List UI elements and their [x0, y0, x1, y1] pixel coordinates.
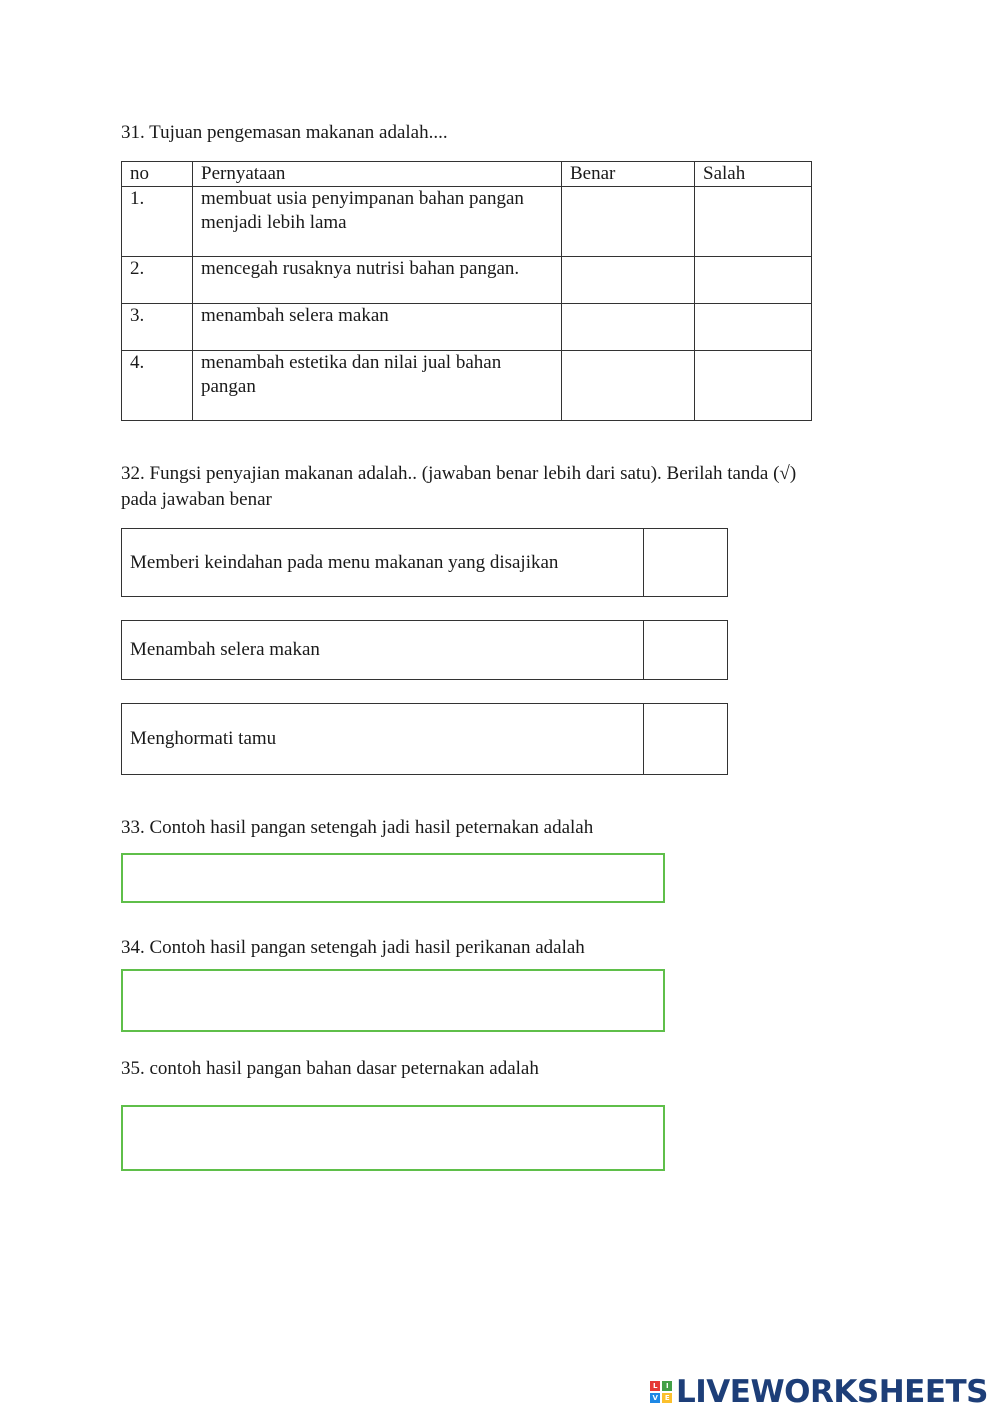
table-row — [122, 187, 812, 257]
row-statement: menambah estetika dan nilai jual bahan pangan — [193, 351, 562, 421]
liveworksheets-logo-icon — [650, 1381, 672, 1403]
option-row — [121, 528, 728, 597]
logo-letter: I — [662, 1381, 672, 1391]
logo-letter: E — [662, 1393, 672, 1403]
table-row — [122, 257, 812, 304]
true-false-table — [121, 161, 812, 421]
table-row — [122, 351, 812, 421]
table-row — [122, 304, 812, 351]
question-32-title — [121, 461, 796, 513]
option-row — [121, 620, 728, 680]
header-no: no — [122, 162, 193, 187]
option-check-box[interactable] — [644, 621, 727, 679]
false-answer-cell[interactable] — [695, 257, 812, 304]
header-statement: Pernyataan — [193, 162, 562, 187]
question-34-title: 34. Contoh hasil pangan setengah jadi hasil perikanan adalah — [121, 937, 585, 958]
row-statement: menambah selera makan — [193, 304, 562, 351]
true-answer-cell[interactable] — [562, 187, 695, 257]
true-answer-cell[interactable] — [562, 257, 695, 304]
option-label: Memberi keindahan pada menu makanan yang disajikan — [122, 529, 644, 596]
row-statement: mencegah rusaknya nutrisi bahan pangan. — [193, 257, 562, 304]
row-number: 3. — [122, 304, 193, 351]
question-33-title: 33. Contoh hasil pangan setengah jadi hasil peternakan adalah — [121, 817, 594, 838]
question-31-title: 31. Tujuan pengemasan makanan adalah.... — [121, 122, 448, 143]
option-label: Menambah selera makan — [122, 621, 644, 679]
false-answer-cell[interactable] — [695, 304, 812, 351]
header-true: Benar — [562, 162, 695, 187]
row-number: 2. — [122, 257, 193, 304]
answer-input-34[interactable] — [121, 969, 665, 1032]
row-number: 1. — [122, 187, 193, 257]
row-number: 4. — [122, 351, 193, 421]
row-statement: membuat usia penyimpanan bahan pangan menjadi lebih lama — [193, 187, 562, 257]
question-32-line-2: pada jawaban benar — [121, 489, 272, 510]
option-label: Menghormati tamu — [122, 704, 644, 774]
answer-input-35[interactable] — [121, 1105, 665, 1171]
answer-input-33[interactable] — [121, 853, 665, 903]
table-header-row — [122, 162, 812, 187]
logo-letter: L — [650, 1381, 660, 1391]
option-row — [121, 703, 728, 775]
question-32-line-1: 32. Fungsi penyajian makanan adalah.. (jawaban benar lebih dari satu). Berilah tanda (√) — [121, 463, 797, 484]
true-answer-cell[interactable] — [562, 304, 695, 351]
true-answer-cell[interactable] — [562, 351, 695, 421]
liveworksheets-brand — [650, 1374, 988, 1410]
option-check-box[interactable] — [644, 529, 727, 596]
header-false: Salah — [695, 162, 812, 187]
false-answer-cell[interactable] — [695, 351, 812, 421]
option-check-box[interactable] — [644, 704, 727, 774]
question-35-title: 35. contoh hasil pangan bahan dasar peternakan adalah — [121, 1058, 539, 1079]
logo-letter: V — [650, 1393, 660, 1403]
brand-name: LIVEWORKSHEETS — [676, 1374, 988, 1410]
false-answer-cell[interactable] — [695, 187, 812, 257]
